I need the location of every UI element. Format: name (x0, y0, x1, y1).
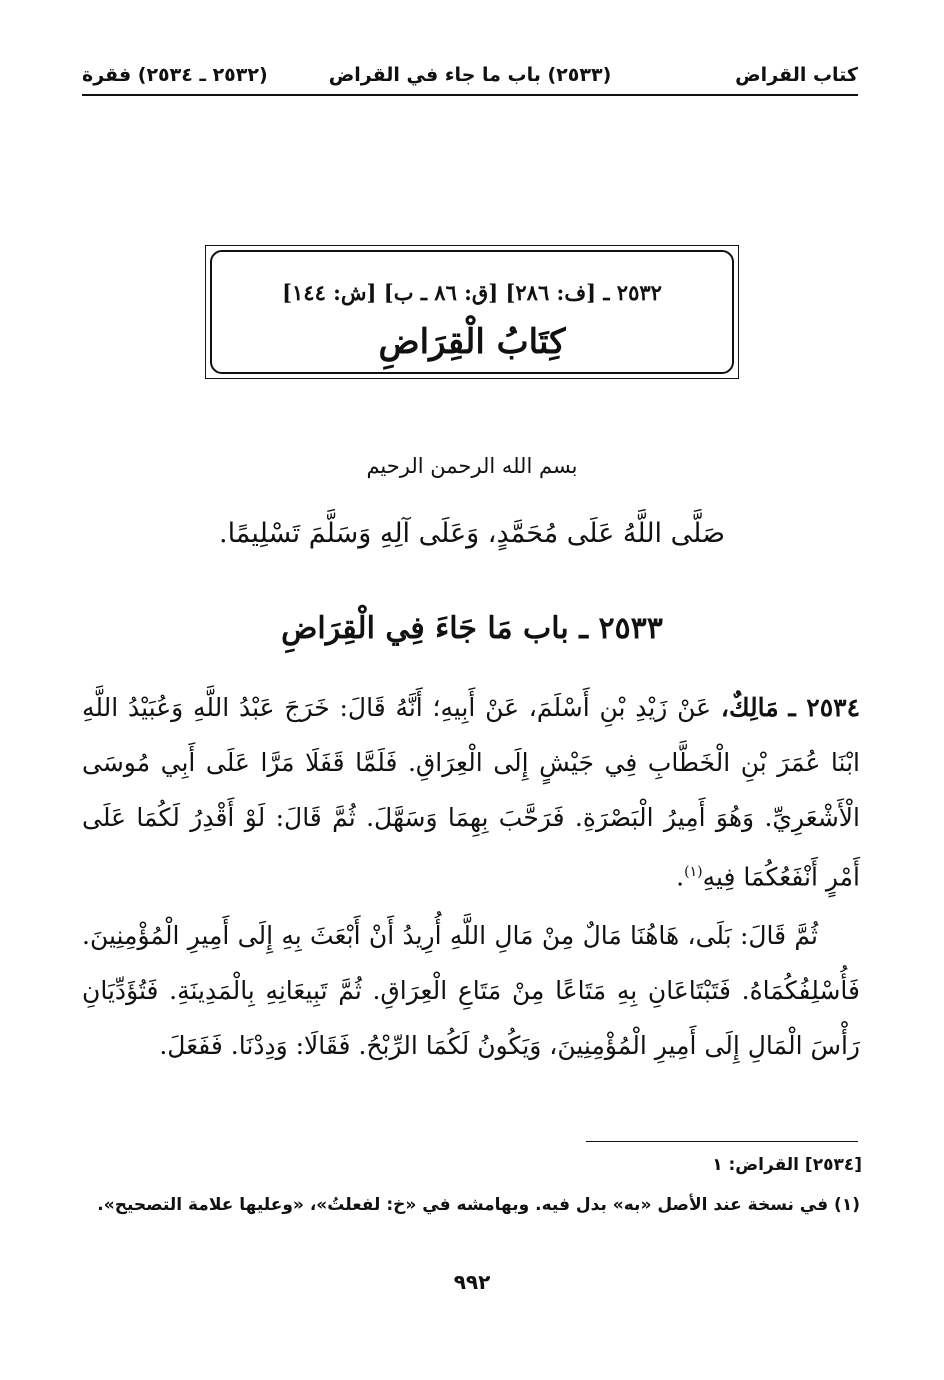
header-paragraph-range: (٢٥٣٢ ـ ٢٥٣٤) فقرة (82, 64, 268, 86)
footnote-marker[interactable]: (١) (684, 864, 703, 880)
footnote-text: (١) في نسخة عند الأصل «به» بدل فيه. وبهامشه في «خ: لفعلتُ»، «وعليها علامة التصحيح». (97, 1195, 860, 1215)
page-number: ٩٩٢ (453, 1270, 491, 1294)
hadith-paragraph-2 (82, 908, 860, 1073)
hadith-paragraph-1 (82, 680, 860, 904)
running-header (82, 56, 858, 96)
book-title: كِتَابُ الْقِرَاضِ (378, 322, 566, 362)
salawat: صَلَّى اللَّهُ عَلَى مُحَمَّدٍ، وَعَلَى آلِهِ وَسَلَّمَ تَسْلِيمًا. (219, 518, 725, 549)
header-chapter-title: (٢٥٣٣) باب ما جاء في القراض (328, 64, 612, 86)
basmala: بسم الله الرحمن الرحيم (366, 454, 578, 478)
paragraph-2-text: ثُمَّ قَالَ: بَلَى، هَاهُنَا مَالٌ مِنْ مَالِ اللَّهِ أُرِيدُ أَنْ أَبْعَثَ بِهِ إِلَى أَمِيرِ الْمُؤْمِنِينَ. فَأُسْلِفُكُمَاهُ. فَتَبْتَاعَانِ بِهِ مَتَاعًا مِنْ مَتَاعِ الْعِرَاقِ. ثُمَّ تَبِيعَانِهِ بِالْمَدِينَةِ. فَتُؤَدِّيَانِ رَأْسَ الْمَالِ إِلَى أَمِيرِ الْمُؤْمِنِينَ، وَيَكُونُ لَكُمَا الرِّبْحُ. فَقَالَا: وَدِدْنَا. فَفَعَلَ. (82, 921, 860, 1060)
header-book-name: كتاب القراض (735, 64, 858, 86)
paragraph-number: ٢٥٣٤ ـ (788, 693, 860, 722)
chapter-heading: ٢٥٣٣ ـ باب مَا جَاءَ فِي الْقِرَاضِ (281, 611, 663, 646)
footnote-separator (586, 1141, 858, 1142)
title-reference: ٢٥٣٢ ـ [ف: ٢٨٦] [ق: ٨٦ ـ ب] [ش: ١٤٤] (282, 280, 662, 305)
paragraph-1-text: عَنْ زَيْدِ بْنِ أَسْلَمَ، عَنْ أَبِيهِ؛ أَنَّهُ قَالَ: خَرَجَ عَبْدُ اللَّهِ وَعُبَيْدُ اللَّهِ ابْنَا عُمَرَ بْنِ الْخَطَّابِ فِي جَيْشٍ إِلَى الْعِرَاقِ. فَلَمَّا قَفَلَا مَرَّا عَلَى أَبِي مُوسَى الْأَشْعَرِيِّ. وَهُوَ أَمِيرُ الْبَصْرَةِ. فَرَحَّبَ بِهِمَا وَسَهَّلَ. ثُمَّ قَالَ: لَوْ أَقْدِرُ لَكُمَا عَلَى أَمْرٍ أَنْفَعُكُمَا فِيهِ (82, 693, 860, 892)
narrator-name: مَالِكٌ، (720, 693, 779, 722)
paragraph-1-end: . (676, 862, 685, 892)
footnote-cross-reference: [٢٥٣٤] القراض: ١ (712, 1155, 862, 1175)
